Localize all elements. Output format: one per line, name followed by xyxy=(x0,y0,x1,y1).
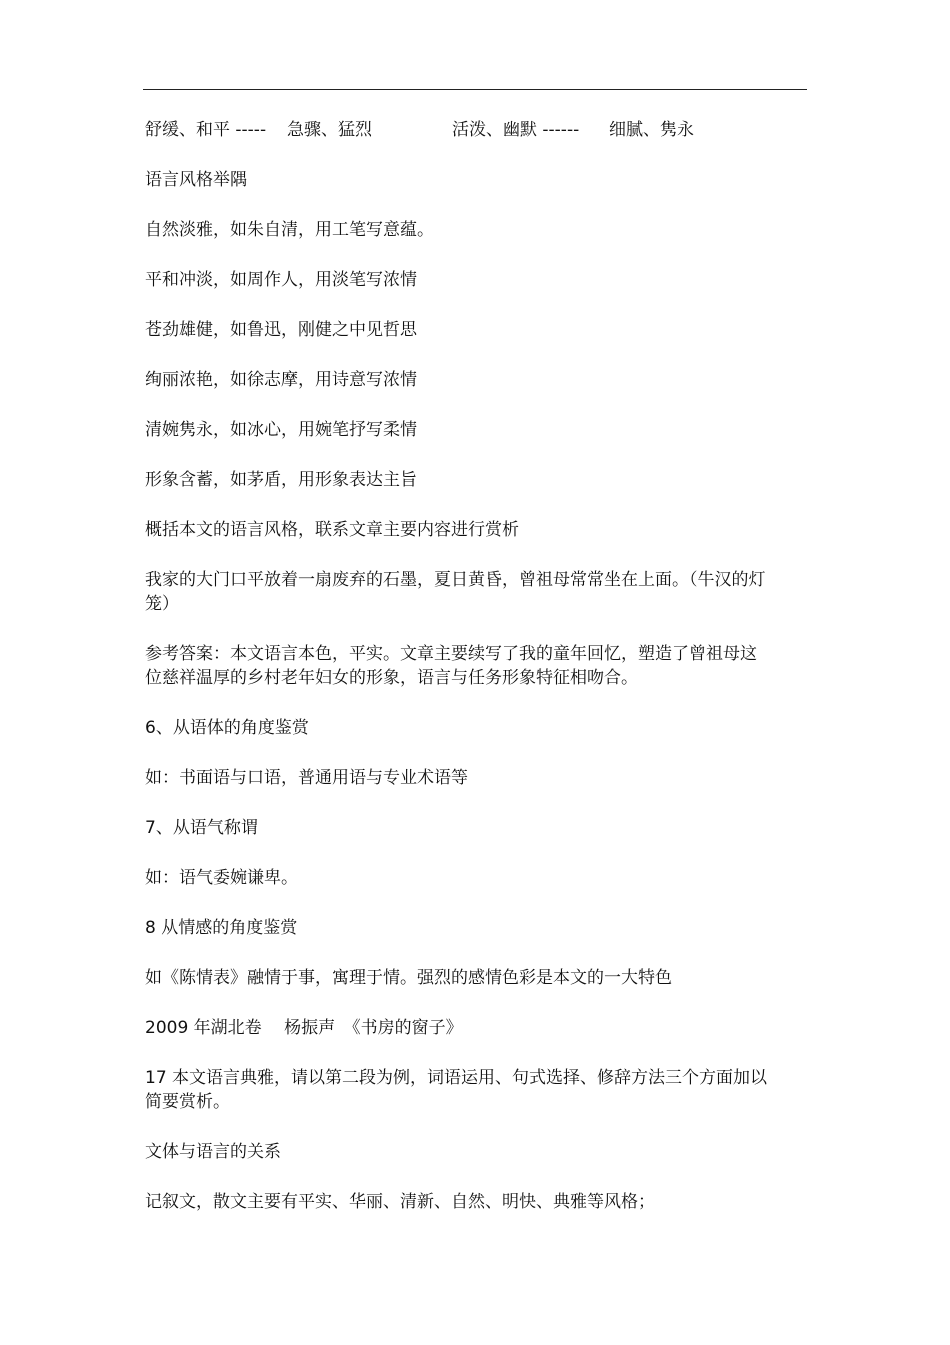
style-example-xu-zhimo: 绚丽浓艳，如徐志摩，用诗意写浓情 xyxy=(145,370,417,390)
header-rule xyxy=(143,89,807,90)
section-genre-language: 文体与语言的关系 xyxy=(145,1142,281,1162)
exam-source: 2009 年湖北卷 杨振声 《书房的窗子》 xyxy=(145,1018,463,1038)
style-example-bing-xin: 清婉隽永，如冰心，用婉笔抒写柔情 xyxy=(145,420,417,440)
section-8-example: 如《陈情表》融情于事，寓理于情。强烈的感情色彩是本文的一大特色 xyxy=(145,968,672,988)
style-pairs-row xyxy=(145,118,770,142)
genre-style-note: 记叙文，散文主要有平实、华丽、清新、自然、明快、典雅等风格； xyxy=(145,1192,655,1212)
style-pair-2: 急骤、猛烈 xyxy=(287,120,372,140)
question-17: 17 本文语言典雅，请以第二段为例，词语运用、句式选择、修辞方法三个方面加以简要赏析。 xyxy=(145,1068,768,1112)
quoted-passage: 我家的大门口平放着一扇废弃的石墨，夏日黄昏，曾祖母常常坐在上面。（牛汉的灯笼） xyxy=(145,570,766,614)
section-8-heading: 8 从情感的角度鉴赏 xyxy=(145,918,298,938)
style-example-mao-dun: 形象含蓄，如茅盾，用形象表达主旨 xyxy=(145,470,417,490)
style-example-zhu-ziqing: 自然淡雅，如朱自清，用工笔写意蕴。 xyxy=(145,220,434,240)
reference-answer: 参考答案：本文语言本色，平实。文章主要续写了我的童年回忆，塑造了曾祖母这位慈祥温厚的乡村老年妇女的形象，语言与任务形象特征相吻合。 xyxy=(145,644,757,688)
question-prompt: 概括本文的语言风格，联系文章主要内容进行赏析 xyxy=(145,520,519,540)
section-7-heading: 7、从语气称谓 xyxy=(145,818,258,838)
style-pair-4: 细腻、隽永 xyxy=(609,120,694,140)
style-pair-3: 活泼、幽默 ------ xyxy=(452,120,580,140)
style-example-zhou-zuoren: 平和冲淡，如周作人，用淡笔写浓情 xyxy=(145,270,417,290)
section-6-heading: 6、从语体的角度鉴赏 xyxy=(145,718,309,738)
section-7-example: 如：语气委婉谦卑。 xyxy=(145,868,298,888)
style-pair-1: 舒缓、和平 ----- xyxy=(145,120,267,140)
document-body xyxy=(145,118,770,1240)
style-example-lu-xun: 苍劲雄健，如鲁迅，刚健之中见哲思 xyxy=(145,320,417,340)
section-heading-style-examples: 语言风格举隅 xyxy=(145,170,247,190)
section-6-example: 如：书面语与口语，普通用语与专业术语等 xyxy=(145,768,468,788)
